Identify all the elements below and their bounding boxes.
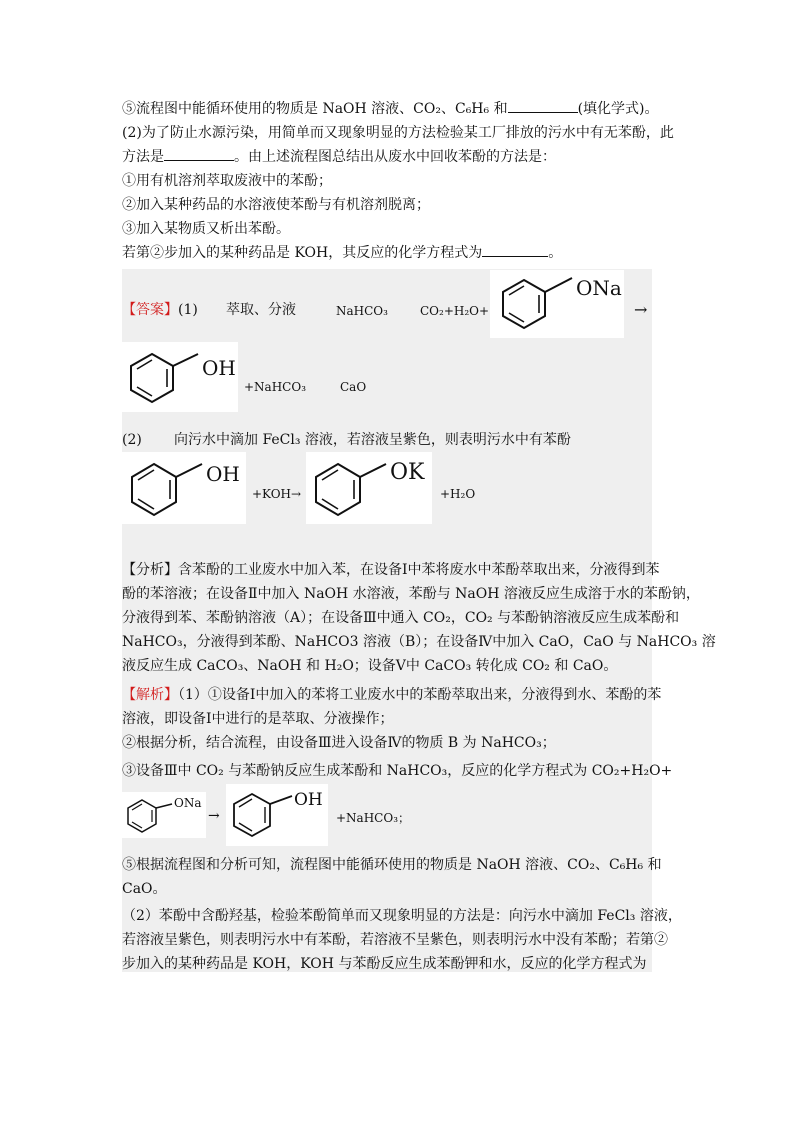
answer-a3: CO₂+H₂O+ [420,304,490,318]
step-1: ①用有机溶剂萃取废液中的苯酚； [122,173,332,189]
q5-prefix: ⑤流程图中能循环使用的物质是 NaOH 溶液、CO₂、C₆H₆ 和 [122,101,508,117]
phenol-structure-2 [122,452,246,524]
solution-tag: 【解析】 [122,687,178,703]
q2-line2-prefix: 方法是 [122,149,164,165]
koh-arrow: +KOH→ [252,487,302,501]
answer-part1-line [122,300,198,320]
ona-label: ONa [576,276,622,300]
analysis-line1 [122,560,660,580]
solution-line8: 若溶液呈紫色，则表明污水中有苯酚，若溶液不呈紫色，则表明污水中没有苯酚；若第② [122,932,668,948]
answer-part1-num: (1) [178,302,198,318]
answer-part2-num: (2) [122,432,142,448]
solution-text: （1）①设备Ⅰ中加入的苯将工业废水中的苯酚萃取出来，分液得到水、苯酚的苯 [178,687,662,703]
sodium-phenoxide-small [122,792,206,838]
ona-label: ONa [174,796,202,810]
solution-line4: ③设备Ⅲ中 CO₂ 与苯酚钠反应生成苯酚和 NaHCO₃，反应的化学方程式为 CO₂+H₂O+ [122,763,673,779]
sodium-phenoxide-structure [490,270,624,338]
q5-line [122,99,659,119]
q2-koh-line [122,243,562,263]
analysis-line3: 分液得到苯、苯酚钠溶液（A）；在设备Ⅲ中通入 CO₂，CO₂ 与苯酚钠溶液反应生成苯酚和 [122,610,680,626]
solution-line9: 步加入的某种药品是 KOH，KOH 与苯酚反应生成苯酚钾和水，反应的化学方程式为 [122,956,647,972]
solution-line5: ⑤根据流程图和分析可知，流程图中能循环使用的物质是 NaOH 溶液、CO₂、C₆H₆ 和 [122,857,662,873]
reaction-arrow: → [208,808,220,824]
q2-line2 [122,147,556,167]
answer-blank [164,147,234,161]
analysis-line5: 液反应生成 CaCO₃、NaOH 和 H₂O；设备Ⅴ中 CaCO₃ 转化成 CO₂ 和 CaO。 [122,658,618,674]
step-3: ③加入某物质又析出苯酚。 [122,221,290,237]
solution-line3: ②根据分析，结合流程，由设备Ⅲ进入设备Ⅳ的物质 B 为 NaHCO₃； [122,735,556,751]
answer-part2-text: 向污水中滴加 FeCl₃ 溶液，若溶液呈紫色，则表明污水中有苯酚 [174,432,571,448]
oh-label: OH [206,462,240,486]
oh-label: OH [202,356,236,380]
solution-line1 [122,685,661,705]
q2-line2-suffix: 。由上述流程图总结出从废水中回收苯酚的方法是： [234,149,556,165]
phenol-structure-3 [226,784,328,846]
answer-a2: NaHCO₃ [336,304,388,318]
answer-a1: 萃取、分液 [226,302,296,318]
step-2: ②加入某种药品的水溶液使苯酚与有机溶剂脱离； [122,197,430,213]
analysis-tag: 【分析】 [122,562,178,578]
solution-line6: CaO。 [122,881,167,897]
ok-label: OK [390,460,425,485]
potassium-phenoxide-structure [306,452,432,524]
analysis-line2: 酚的苯溶液；在设备Ⅱ中加入 NaOH 水溶液，苯酚与 NaOH 溶液反应生成溶于水的苯酚钠， [122,586,700,602]
phenol-structure [122,342,238,412]
plus-nahco3: +NaHCO₃； [336,811,411,825]
answer-cao: CaO [340,380,367,394]
solution-line2: 溶液，即设备Ⅰ中进行的是萃取、分液操作； [122,711,394,727]
reaction-arrow: → [634,300,648,319]
solution-line7: （2）苯酚中含酚羟基，检验苯酚简单而又现象明显的方法是：向污水中滴加 FeCl₃ 溶液， [122,908,682,924]
q2-koh-prefix: 若第②步加入的某种药品是 KOH，其反应的化学方程式为 [122,245,483,261]
q2-koh-suffix: 。 [548,245,563,261]
analysis-text: 含苯酚的工业废水中加入苯，在设备Ⅰ中苯将废水中苯酚萃取出来，分液得到苯 [178,562,660,578]
plus-nahco3: +NaHCO₃ [244,380,307,394]
answer-blank [508,99,578,113]
q5-suffix: (填化学式)。 [577,101,659,117]
answer-blank [482,243,548,257]
oh-label: OH [294,790,323,810]
analysis-line4: NaHCO₃，分液得到苯酚、NaHCO3 溶液（B）；在设备Ⅳ中加入 CaO，CaO 与 NaHCO₃ 溶 [122,634,716,650]
answer-tag: 【答案】 [122,302,178,318]
q2-line1: (2)为了防止水源污染，用简单而又现象明显的方法检验某工厂排放的污水中有无苯酚，此 [122,125,674,141]
plus-h2o: +H₂O [440,487,476,501]
